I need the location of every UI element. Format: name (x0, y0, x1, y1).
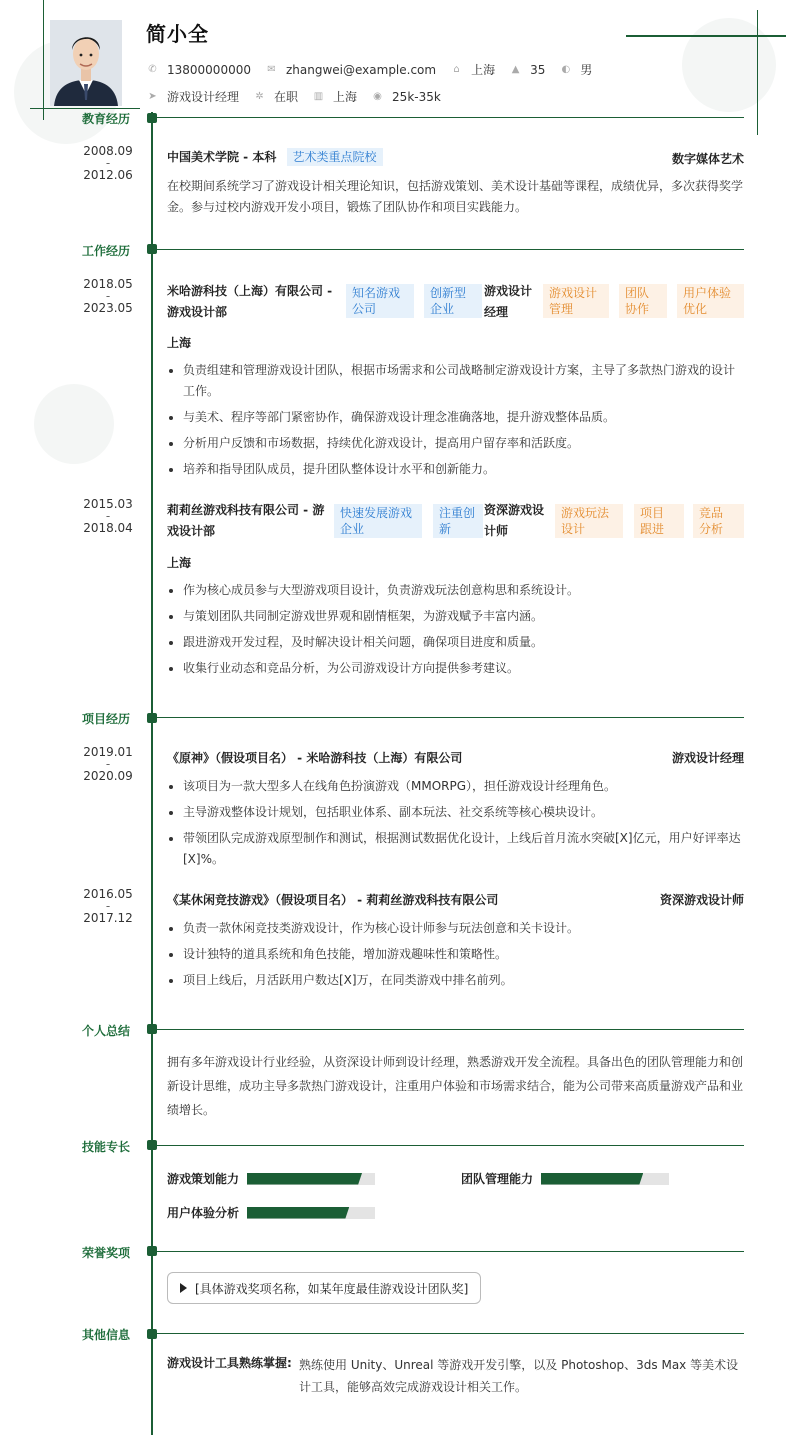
phone-icon: ✆ (148, 64, 157, 75)
section-divider (157, 1145, 744, 1146)
gear-icon: ✲ (255, 91, 264, 102)
age-value: 35 (530, 62, 546, 77)
date-sep: - (105, 757, 111, 771)
skill-label: 用户体验分析 (167, 1206, 240, 1220)
candidate-name: 简小全 (146, 22, 209, 46)
decor-line-left-v (43, 0, 44, 120)
edu-start: 2008.09 (83, 144, 133, 158)
skill-label: 团队管理能力 (461, 1172, 534, 1186)
work-company: 莉莉丝游戏科技有限公司 - 游 戏设计部 (167, 503, 325, 538)
edu-major: 数字媒体艺术 (671, 152, 744, 166)
salary-value: 25k-35k (392, 89, 441, 104)
work-city: 上海 (167, 556, 192, 570)
company-tag: 创新型 企业 (424, 284, 482, 318)
work-bullets (167, 580, 744, 684)
edu-header (167, 148, 383, 166)
target-job-value: 游戏设计经理 (167, 90, 240, 104)
email-icon: ✉ (267, 64, 276, 75)
city-value: 上海 (471, 63, 496, 77)
project-date (70, 746, 146, 782)
project-bullets (167, 918, 744, 996)
company-tag: 快速发展游戏 企业 (334, 504, 422, 538)
skill-tag: 项目 跟进 (634, 504, 684, 538)
salary-item (371, 90, 441, 104)
section-divider (157, 1251, 744, 1252)
avatar-illustration (50, 20, 122, 106)
project-end: 2020.09 (83, 769, 133, 783)
email-value: zhangwei@example.com (285, 62, 437, 77)
section-title-project: 项目经历 (81, 712, 130, 726)
skill-bar-fill (247, 1173, 362, 1185)
project-role: 资深游戏设计师 (659, 893, 744, 907)
other-text: 熟练使用 Unity、Unreal 等游戏开发引擎，以及 Photoshop、3ds Max 等美术设计工具，能够高效完成游戏设计相关工作。 (299, 1358, 739, 1394)
skill-tag: 用户体验 优化 (677, 284, 744, 318)
section-divider (157, 717, 744, 718)
gender-icon: ◐ (561, 64, 571, 75)
decor-line-right-h (626, 35, 786, 37)
other-label: 游戏设计工具熟练掌握: (167, 1356, 292, 1370)
gender-item (559, 61, 592, 78)
date-sep: - (105, 289, 111, 303)
section-divider (157, 1029, 744, 1030)
target-job-item (146, 88, 239, 105)
project-bullets (167, 776, 744, 875)
skill-tag: 团队 协作 (619, 284, 667, 318)
section-title-honors: 荣誉奖项 (81, 1246, 130, 1260)
section-title-skills: 技能专长 (81, 1140, 130, 1154)
work-city: 上海 (167, 336, 192, 350)
building-icon: ▥ (313, 91, 324, 102)
send-icon: ➤ (148, 91, 157, 102)
edu-tag: 艺术类重点院校 (287, 148, 383, 166)
section-title-summary: 个人总结 (81, 1024, 130, 1038)
skill-item (167, 1204, 375, 1221)
skill-tag: 游戏玩法 设计 (555, 504, 623, 538)
list-item: 设计独特的道具系统和角色技能，增加游戏趣味性和策略性。 (167, 944, 744, 965)
section-title-other: 其他信息 (81, 1328, 130, 1342)
list-item: 带领团队完成游戏原型制作和测试，根据测试数据优化设计，上线后首月流水突破[X]亿元，用户好评率达[X]%。 (167, 828, 744, 870)
company-tag: 注重创 新 (433, 504, 483, 538)
gender-value: 男 (580, 63, 593, 77)
project-start: 2016.05 (83, 887, 133, 901)
list-item: 作为核心成员参与大型游戏项目设计，负责游戏玩法创意构思和系统设计。 (167, 580, 744, 601)
decor-circle-mid-left (34, 384, 114, 464)
work-bullets (167, 360, 744, 485)
list-item: 项目上线后，月活跃用户数达[X]万，在同类游戏中排名前列。 (167, 970, 744, 991)
status-value: 在职 (274, 90, 299, 104)
company-tag: 知名游戏 公司 (346, 284, 414, 318)
avatar-photo (50, 20, 122, 106)
play-icon (180, 1283, 187, 1293)
project-title: 《某休闲竞技游戏》（假设项目名） - 莉莉丝游戏科技有限公司 (167, 893, 499, 907)
section-dot (147, 1329, 157, 1339)
edu-date (70, 145, 146, 181)
edu-desc: 在校期间系统学习了游戏设计相关理论知识，包括游戏策划、美术设计基础等课程，成绩优异，多次获得奖学金。参与过校内游戏开发小项目，锻炼了团队协作和项目实践能力。 (167, 179, 744, 214)
date-sep: - (105, 156, 111, 170)
list-item: 该项目为一款大型多人在线角色扮演游戏（MMORPG），担任游戏设计经理角色。 (167, 776, 744, 797)
project-role: 游戏设计经理 (671, 751, 744, 765)
list-item: 主导游戏整体设计规划，包括职业体系、副本玩法、社交系统等核心模块设计。 (167, 802, 744, 823)
section-divider (157, 117, 744, 118)
section-divider (157, 1333, 744, 1334)
project-end: 2017.12 (83, 911, 133, 925)
list-item: 分析用户反馈和市场数据，持续优化游戏设计，提高用户留存率和活跃度。 (167, 433, 744, 454)
section-dot (147, 1246, 157, 1256)
skill-bar (247, 1173, 375, 1185)
work-role: 资深游戏设 计师 (484, 503, 545, 538)
project-title: 《原神》（假设项目名） - 米哈游科技（上海）有限公司 (167, 751, 463, 765)
project-date (70, 888, 146, 924)
award-text: [具体游戏奖项名称，如某年度最佳游戏设计团队奖] (195, 1281, 469, 1296)
edu-end: 2012.06 (83, 168, 133, 182)
phone-value: 13800000000 (167, 62, 251, 77)
city-item (450, 61, 495, 78)
work-start: 2018.05 (83, 277, 133, 291)
decor-line-right-v (757, 10, 758, 135)
list-item: 收集行业动态和竞品分析，为公司游戏设计方向提供参考建议。 (167, 658, 744, 679)
skill-bar (247, 1207, 375, 1219)
section-dot (147, 1140, 157, 1150)
project-start: 2019.01 (83, 745, 133, 759)
target-city-value: 上海 (333, 90, 358, 104)
work-date (70, 498, 146, 534)
timeline-line (151, 112, 153, 1435)
list-item: 与美术、程序等部门紧密协作，确保游戏设计理念准确落地，提升游戏整体品质。 (167, 407, 744, 428)
section-divider (157, 249, 744, 250)
skill-bar-fill (541, 1173, 643, 1185)
status-item (253, 88, 298, 105)
target-city-item (312, 88, 357, 105)
list-item: 负责组建和管理游戏设计团队，根据市场需求和公司战略制定游戏设计方案，主导了多款热门游戏的设计工作。 (167, 360, 744, 402)
edu-school: 中国美术学院 - 本科 (167, 150, 277, 164)
section-dot (147, 113, 157, 123)
decor-line-left-h (30, 108, 140, 109)
coin-icon: ◉ (373, 91, 382, 102)
age-item (509, 63, 545, 77)
skill-tag: 竞品 分析 (693, 504, 744, 538)
list-item: 与策划团队共同制定游戏世界观和剧情框架，为游戏赋予丰富内涵。 (167, 606, 744, 627)
skill-label: 游戏策划能力 (167, 1172, 240, 1186)
work-start: 2015.03 (83, 497, 133, 511)
list-item: 负责一款休闲竞技类游戏设计，作为核心设计师参与玩法创意和关卡设计。 (167, 918, 744, 939)
job-intent-row (146, 88, 455, 105)
contact-info-row (146, 61, 606, 78)
award-item[interactable] (167, 1272, 481, 1304)
skill-tag: 游戏设计 管理 (543, 284, 609, 318)
date-sep: - (105, 509, 111, 523)
work-date (70, 278, 146, 314)
cake-icon: ▲ (511, 64, 520, 75)
section-title-education: 教育经历 (81, 112, 130, 126)
section-title-work: 工作经历 (81, 244, 130, 258)
work-company: 米哈游科技（上海）有限公司 - 游戏设计部 (167, 284, 333, 319)
section-dot (147, 1024, 157, 1034)
phone-item (146, 63, 251, 77)
skill-bar-fill (247, 1207, 349, 1219)
email-item (265, 63, 436, 77)
date-sep: - (105, 899, 111, 913)
work-role: 游戏设计 经理 (484, 284, 533, 319)
list-item: 跟进游戏开发过程，及时解决设计相关问题，确保项目进度和质量。 (167, 632, 744, 653)
work-end: 2023.05 (83, 301, 133, 315)
list-item: 培养和指导团队成员，提升团队整体设计水平和创新能力。 (167, 459, 744, 480)
home-icon: ⌂ (453, 64, 460, 75)
skill-item (167, 1170, 375, 1187)
section-dot (147, 713, 157, 723)
section-dot (147, 244, 157, 254)
summary-text: 拥有多年游戏设计行业经验，从资深设计师到设计经理，熟悉游戏开发全流程。具备出色的团队管理能力和创新设计思维，成功主导多款热门游戏设计，注重用户体验和市场需求结合，能为公司带来高质量游戏产品和业绩增长。 (167, 1055, 744, 1117)
decor-circle-top-right (682, 18, 776, 112)
skill-bar (541, 1173, 669, 1185)
skill-item (461, 1170, 669, 1187)
work-end: 2018.04 (83, 521, 133, 535)
